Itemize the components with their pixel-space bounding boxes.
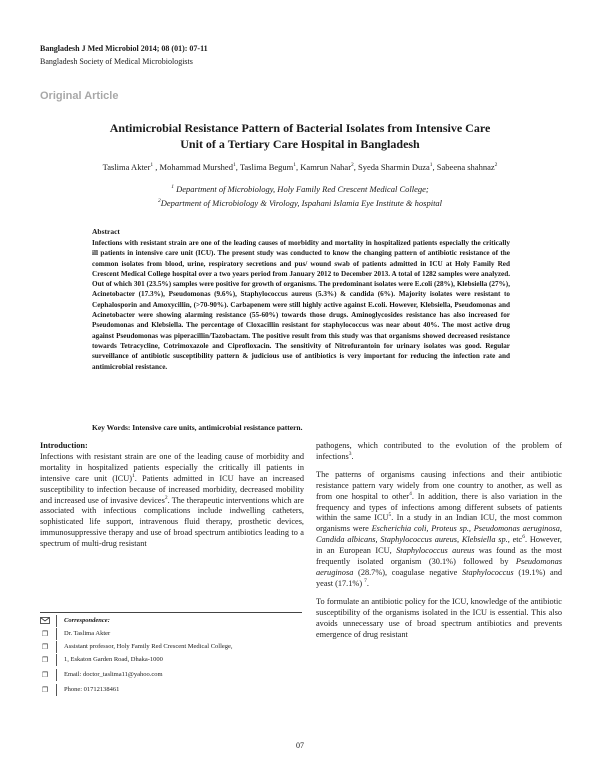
author: Kamrun Nahar$^2$ (300, 162, 354, 172)
paragraph: To formulate an antibiotic policy for the ICU, knowledge of the antibiotic susceptibility of the organisms isolated in the ICU is essential. This also avoids unnecessary use of broad spectrum antibiotics and prevents emergence of drug resistant (316, 596, 562, 639)
checkbox-bullet-icon: ❐ (41, 643, 49, 651)
affiliation-2: $^2$Department of Microbiology & Virology, Ispahani Islamia Eye Institute & hospital (157, 198, 443, 208)
title-line-1: Antimicrobial Resistance Pattern of Bacterial Isolates from Intensive Care (109, 121, 491, 135)
abstract-heading: Abstract (92, 227, 120, 236)
correspondence-bar (56, 628, 57, 640)
abstract-text: Infections with resistant strain are one of the leading causes of morbidity and mortality in hospitalized patients especially the critically ill patients in intensive care unit (ICU). The present study was conducted to know the changing pattern of antibiotic resistance of the common isolates from blood, urine, respiratory secretions and pus/ wound swab of patients admitted in ICU at Holy Family Red Crescent Medical College hospital over a two years period from January 2012 to December 2013. A total of 1282 samples were analyzed. Out of which 301 (23.5%) samples were positive for growth of organisms. The predominant isolates were E.coli (28%), Klebsiella (27%), Acinetobacter (17.3%), Pseudomonas (9.6%), Staphylococcus aureus (5.3%) & candida (6%). Majority isolates were resistant to Cephalosporin and Amoxycillin, (>70-90%). Carbapenem were still highly active against E.coli. However, Klebsiella, Pseudomonas and Acinetobacter were showing alarming resistance (55-60%) towards those drugs. Aminoglycosides resistance has also increased for Pseudomonas and Klebsiella. The percentage of Cloxacillin resistant for staphylococcus was near about 40%. The most active drug against Pseudomonas was piperacillin/Tazobactam. The positive result from this study was that organisms showed decreased resistance towards Tetracycline, Cotrimoxazole and Ciprofloxacin. The sensitivity of Nitrofurantoin for urinary isolates was good. Regular surveillance of antibiotic susceptibility pattern & judicious use of antibiotics is very important for reducing the infection rate and antimicrobial resistance. (92, 239, 510, 371)
paragraph: The patterns of organisms causing infections and their antibiotic resistance pattern vary widely from one country to another, as well as from one hospital to other$^4$. In addition, there is also variation in the frequency and types of infections among different subsets of patients within the same ICU$^5$. In a study in an Indian ICU, the most common organisms were Escherichia coli, Proteus sp., Pseudomonas aeruginosa, Candida albicans, Staphylococcus aureus, Klebsiella sp., etc$^6$. However, in an European ICU, Staphylococcus aureus was found as the most frequently isolated organism (30.1%) followed by Pseudomonas aeruginosa (28.7%), coagulase negative Staphylococcus (19.1%) and yeast (17.1%) $^7$. (316, 469, 563, 588)
paragraph: pathogens, which contributed to the evolution of the problem of infections$^3$. (316, 441, 562, 461)
correspondence-bar (56, 654, 57, 666)
intro-paragraph: Infections with resistant strain are one of the leading cause of morbidity and mortality in hospitalized patients especially the critically ill patients in intensive care unit (ICU)$^1$. Patients admitted in ICU have an increased susceptibility to infection because of increased morbidity, decreased mobility and increased use of invasive devices$^2$. The therapeutic interventions which are associated with infectious complications include indwelling catheters, sophisticated life support, intravenous fluid therapy, prosthetic devices, immunosuppressive therapy and use of broad spectrum antibiotics leading to a spectrum of multi-drug resistant (40, 451, 304, 549)
right-column (316, 441, 562, 647)
correspondence-bar (56, 615, 57, 627)
envelope-icon (40, 617, 50, 626)
left-column (40, 441, 304, 550)
page-number: 07 (296, 741, 304, 750)
correspondence-position: Assistant professor, Holy Family Red Crescent Medical College, (64, 643, 233, 650)
correspondence-address: 1, Eskaton Garden Road, Dhaka-1000 (64, 656, 163, 663)
society-name: Bangladesh Society of Medical Microbiologists (40, 57, 193, 66)
correspondence-email[interactable]: Email: doctor_taslima11@yahoo.com (64, 671, 163, 678)
author: Sabeena shahnaz$^2$ (436, 162, 498, 172)
article-title (60, 120, 540, 152)
journal-citation: Bangladesh J Med Microbiol 2014; 08 (01): 07-11 (40, 44, 208, 53)
correspondence-name: Dr. Taslima Akter (64, 630, 111, 637)
affiliation-1: $^1$ Department of Microbiology, Holy Family Red Crescent Medical College; (171, 184, 429, 194)
checkbox-bullet-icon: ❐ (41, 630, 49, 638)
keywords: Key Words: Intensive care units, antimicrobial resistance pattern. (92, 423, 303, 432)
author-list: Taslima Akter$^1$ , Mohammad Murshed$^1$, Taslima Begum$^1$, Kamrun Nahar$^2$, Syeda Sharmin Duza$^1$, Sabeena shahnaz$^2$ (102, 162, 498, 172)
author: Mohammad Murshed$^1$ (159, 162, 236, 172)
author: Taslima Begum$^1$ (239, 162, 297, 172)
correspondence-heading: Correspondence: (64, 617, 110, 624)
correspondence-bar (56, 684, 57, 696)
checkbox-bullet-icon: ❐ (41, 656, 49, 664)
intro-heading: Introduction: (40, 441, 88, 450)
author: Taslima Akter$^1$ (102, 162, 154, 172)
author: Syeda Sharmin Duza$^1$ (358, 162, 433, 172)
checkbox-bullet-icon: ❐ (41, 671, 49, 679)
article-type-label: Original Article (40, 90, 119, 102)
correspondence-phone: Phone: 01712138461 (64, 686, 120, 693)
checkbox-bullet-icon: ❐ (41, 686, 49, 694)
correspondence-bar (56, 641, 57, 653)
correspondence-divider (40, 612, 302, 613)
title-line-2: Unit of a Tertiary Care Hospital in Bangladesh (180, 137, 420, 151)
correspondence-bar (56, 669, 57, 681)
